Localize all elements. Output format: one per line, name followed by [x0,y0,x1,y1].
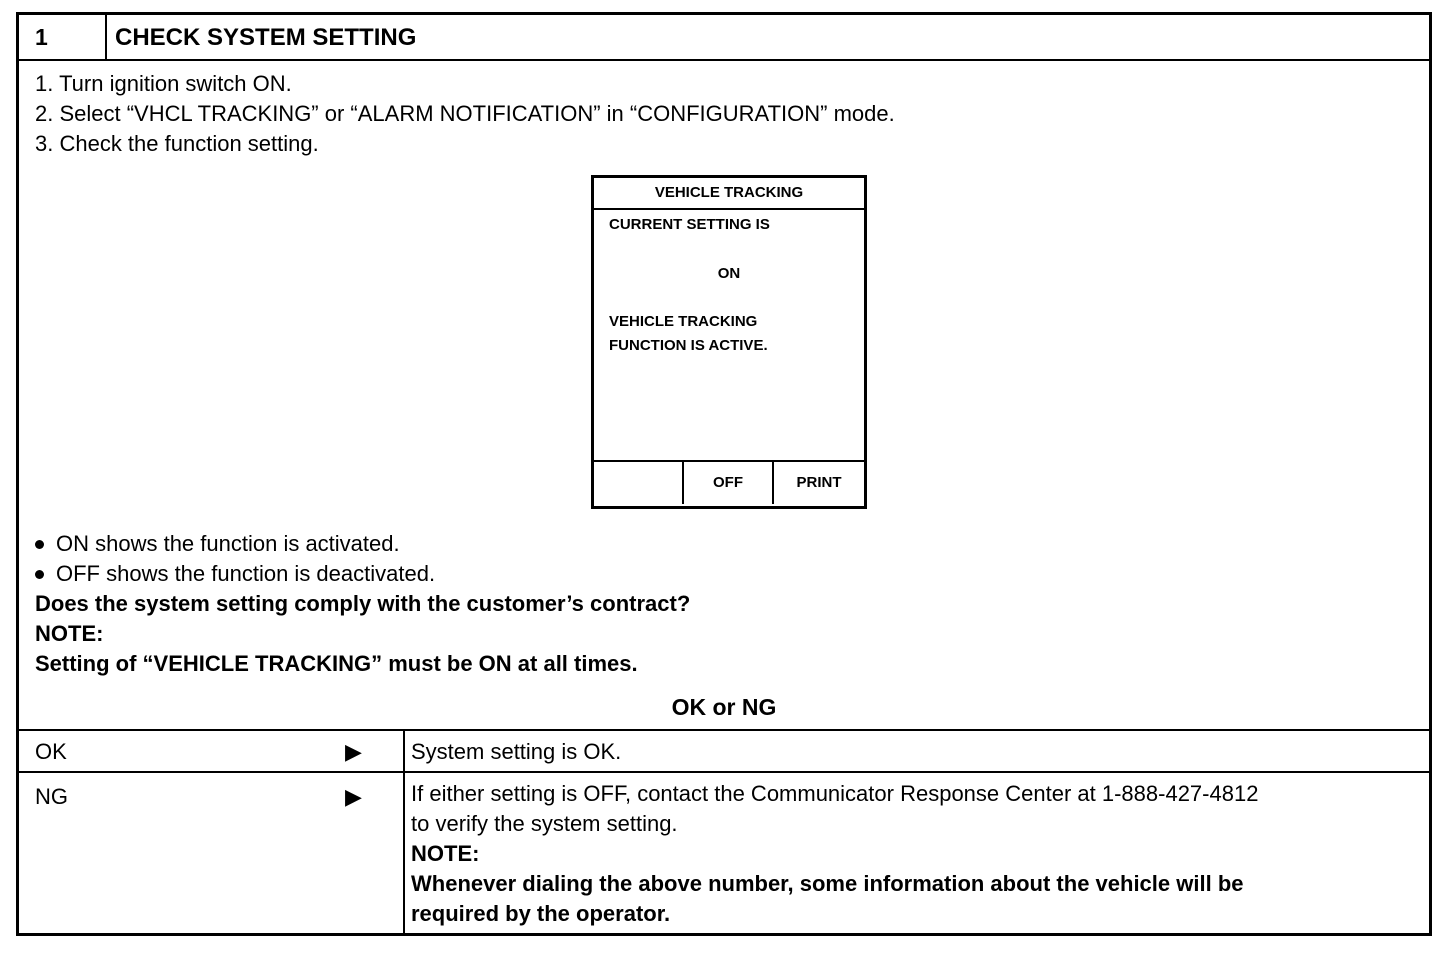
screen-button-bar [594,460,864,506]
check-question: Does the system setting comply with the customer’s contract? [35,591,691,616]
note-text: Setting of “VEHICLE TRACKING” must be ON at all times. [35,651,638,676]
column-divider [403,729,405,933]
screen-status-line-2: FUNCTION IS ACTIVE. [609,337,768,354]
screen-status-line-1: VEHICLE TRACKING [609,313,758,330]
screen-off-button[interactable]: OFF [684,462,774,504]
arrow-right-icon: ▶ [345,739,362,764]
result-ok-text: System setting is OK. [411,739,622,764]
instruction-step-2: 2. Select “VHCL TRACKING” or “ALARM NOTIFICATION” in “CONFIGURATION” mode. [35,101,895,126]
divider [19,729,1429,731]
divider [19,771,1429,773]
result-ng-label: NG [35,784,68,809]
result-header: OK or NG [671,694,777,720]
instruction-step-1: 1. Turn ignition switch ON. [35,71,292,96]
note-label: NOTE: [35,621,104,646]
instruction-step-3: 3. Check the function setting. [35,131,319,156]
screen-setting-value: ON [717,265,741,282]
screen-current-setting: CURRENT SETTING IS [609,216,770,233]
step-title: CHECK SYSTEM SETTING [115,24,417,51]
result-ok-label: OK [35,739,67,764]
bullet-icon [35,540,44,549]
screen-title: VEHICLE TRACKING [594,178,864,210]
result-ng-note-label: NOTE: [411,841,480,866]
step-header [19,15,1429,61]
screen-blank-button[interactable] [594,462,684,504]
result-ng-text: If either setting is OFF, contact the Communicator Response Center at 1-888-427-4812 to verify the system setting. NOTE: Whenever dialing the above number, some information about the vehicle will be required by the operator. [411,779,1411,929]
screen-print-button[interactable]: PRINT [796,474,842,491]
procedure-table [16,12,1432,936]
step-number: 1 [19,15,107,59]
bullet-off: OFF shows the function is deactivated. [35,561,435,587]
bullet-on: ON shows the function is activated. [35,531,400,557]
bullet-icon [35,570,44,579]
tester-screen [591,175,867,509]
arrow-right-icon: ▶ [345,784,362,809]
